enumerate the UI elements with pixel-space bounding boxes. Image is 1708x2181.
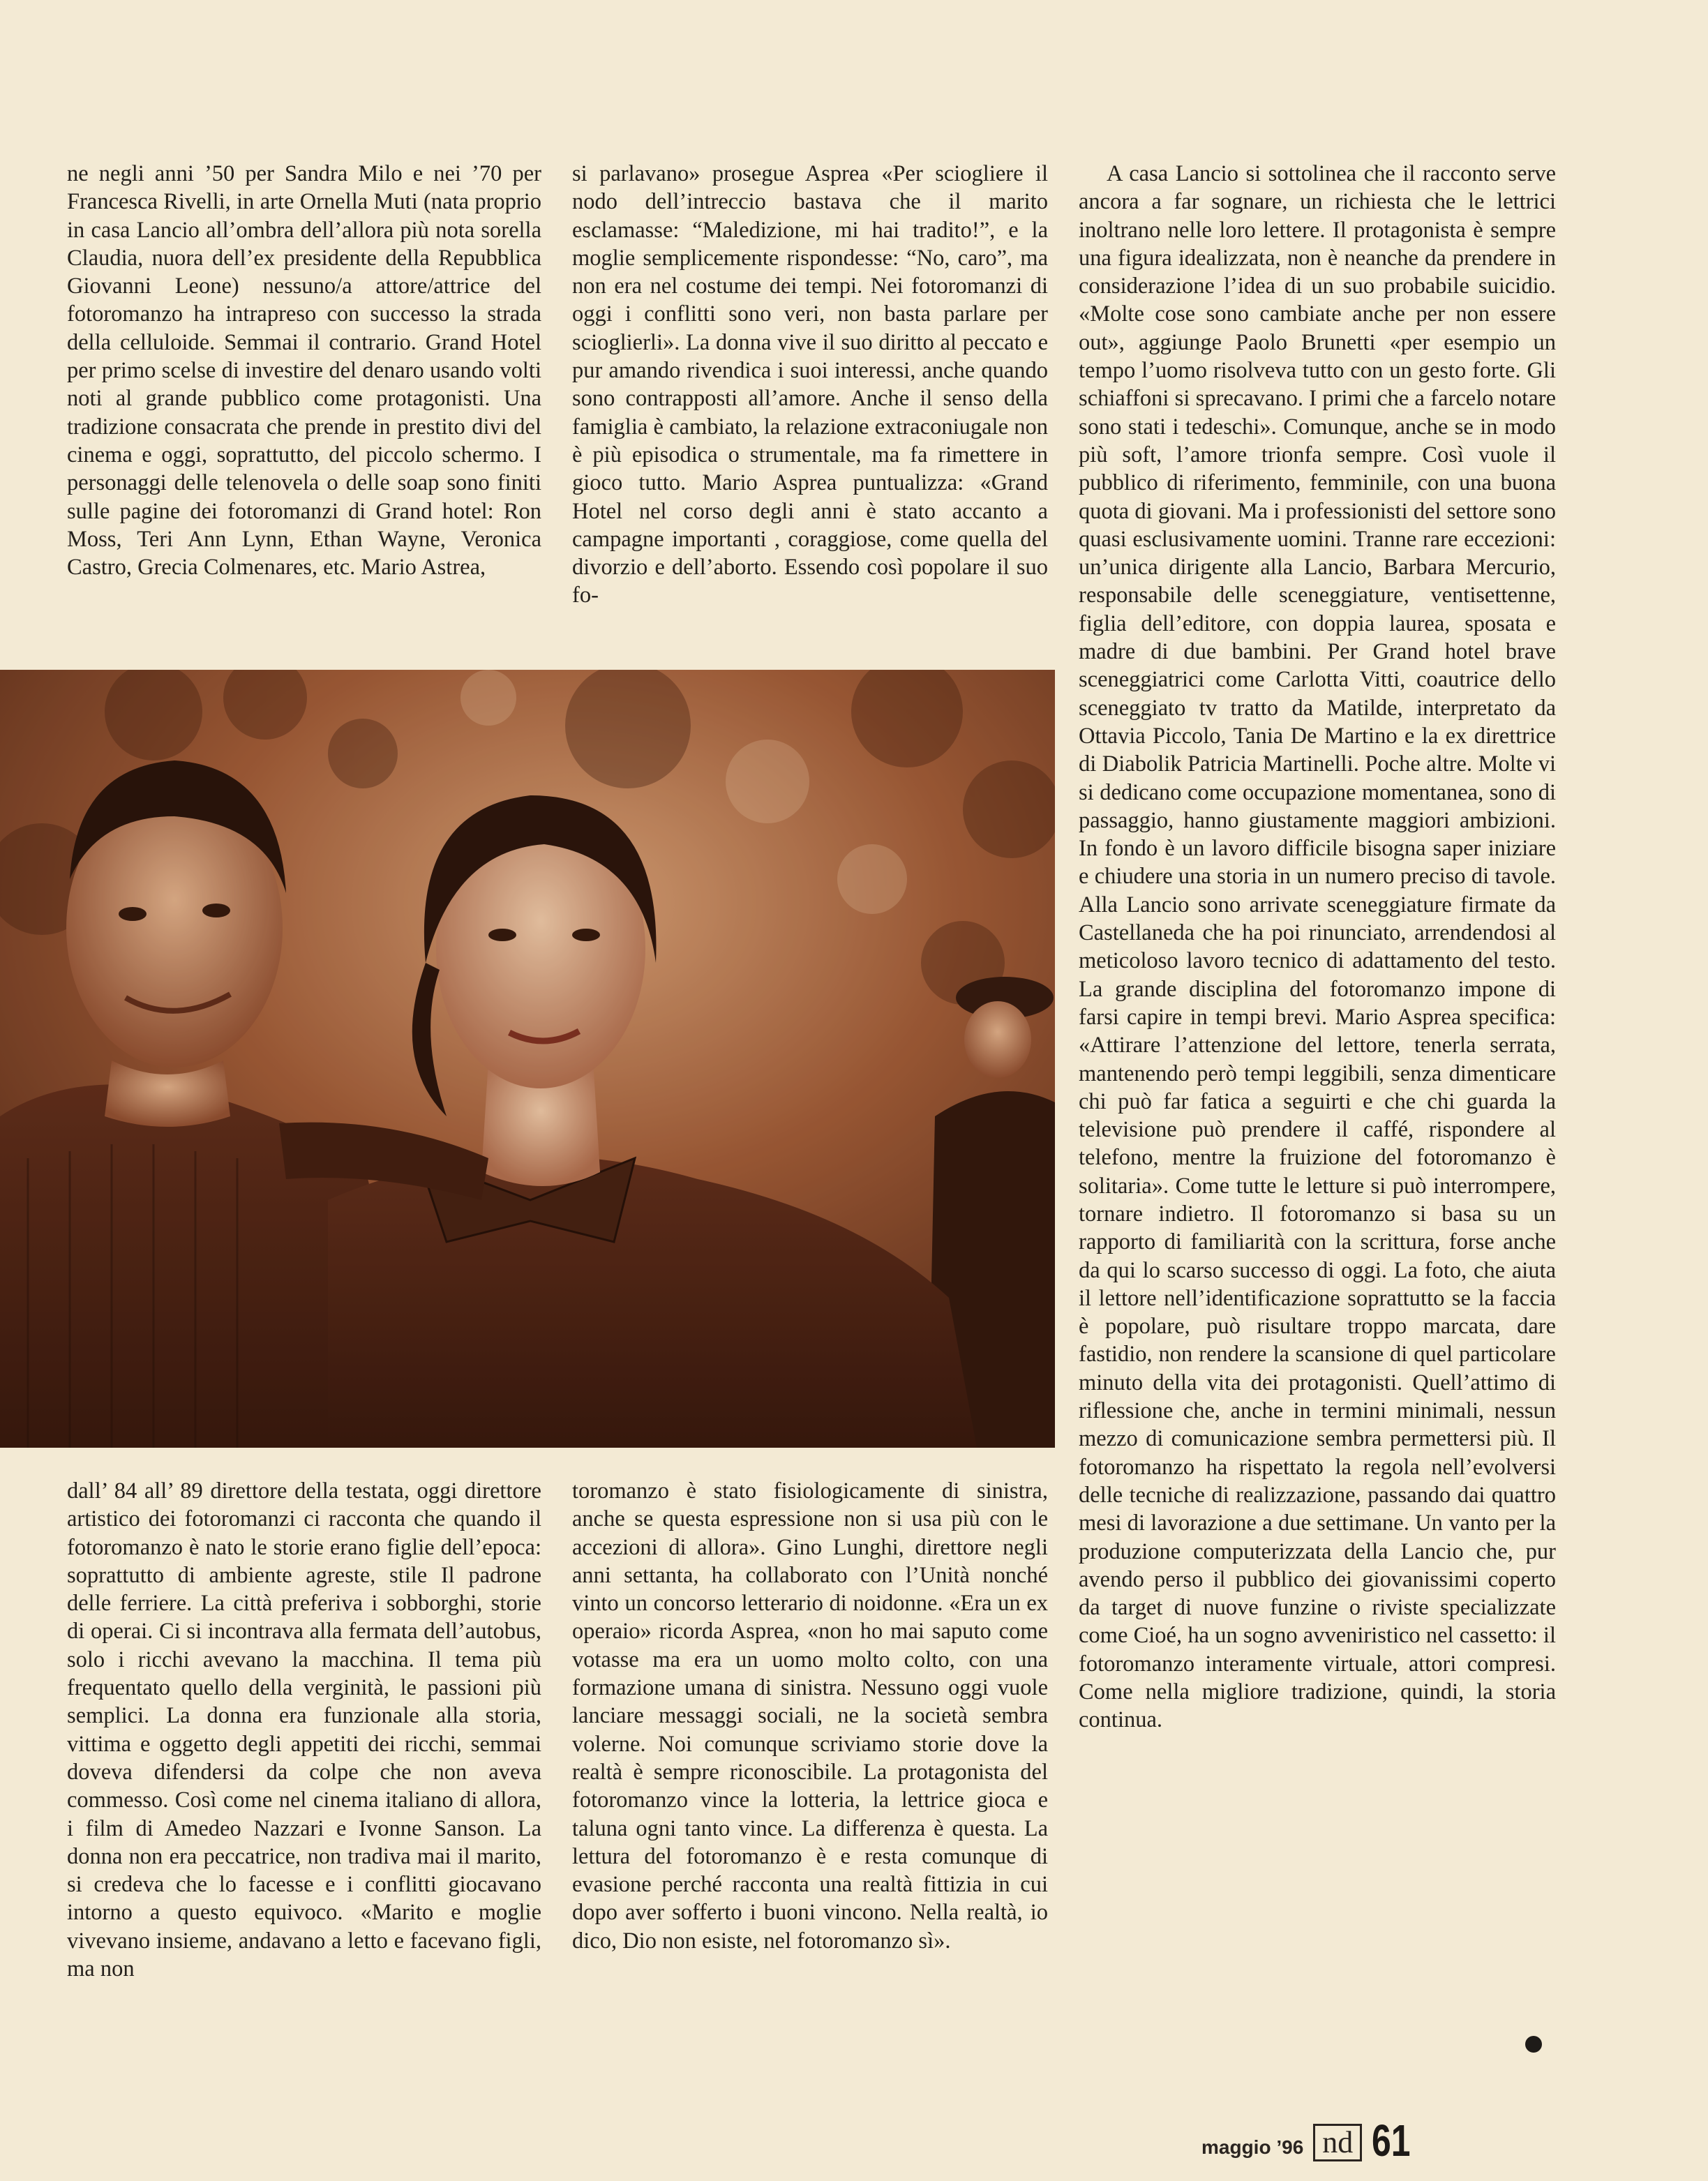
magazine-logo: nd xyxy=(1313,2124,1362,2161)
paragraph: toromanzo è stato fisiologicamente di sinistra, anche se questa espressione non si usa più con le accezioni di allora». Gino Lunghi, direttore negli anni settanta, ha collaborato con l’Unità nonché vinto un concorso letterario di noidonne. «Era un ex operaio» ricorda Asprea, «non ho mai saputo come votasse ma era un uomo molto colto, con una formazione umana di sinistra. Nessuno oggi vuole lanciare messaggi sociali, ne la società sembra volerne. Noi comunque scriviamo storie dove la realtà è sempre riconoscibile. La protagonista del fotoromanzo vince la lotteria, la lettrice gioca e taluna ogni tanto vince. La differenza è questa. La lettura del fotoromanzo è e resta comunque di evasione perché racconta una realtà fittizia in cui dopo aver sofferto i buoni vincono. Nella realtà, io dico, Dio non esiste, nel fotoromanzo sì». xyxy=(572,1478,1048,1954)
end-of-article-bullet-icon xyxy=(1525,2036,1542,2053)
paragraph: si parlavano» prosegue Asprea «Per sciogliere il nodo dell’intreccio bastava che il marito esclamasse: “Maledizione, mi hai tradito!”, e la moglie semplicemente rispondesse: “No, caro”, ma non era nel costume dei tempi. Nei fotoromanzi di oggi i conflitti sono veri, non basta parlare per scioglierli». La donna vive il suo diritto al peccato e pur amando rivendica i suoi interessi, anche quando sono contrapposti all’amore. Anche il senso della famiglia è cambiato, la relazione extraconiugale non è più episodica o strumentale, ma fa rimettere in gioco tutto. Mario Asprea puntualizza: «Grand Hotel nel corso degli anni è stato accanto a campagne importanti , coraggiose, come quella del divorzio e dell’aborto. Essendo così popolare il suo fo- xyxy=(572,161,1048,608)
film-still-photo xyxy=(0,670,1055,1448)
column-1-top xyxy=(67,160,541,669)
vintage-film-still-photo-icon xyxy=(0,670,1055,1448)
column-2-top xyxy=(572,160,1048,669)
issue-date: maggio ’96 xyxy=(1201,2136,1304,2158)
column-3 xyxy=(1079,160,1556,2040)
column-1-bottom xyxy=(67,1477,541,2042)
paragraph: A casa Lancio si sottolinea che il racconto serve ancora a far sognare, un richiesta che le lettrici inoltrano nelle loro lettere. Il protagonista è sempre una figura idealizzata, non è neanche da prendere in considerazione l’idea di un suo probabile suicidio. «Molte cose sono cambiate anche per non essere out», aggiunge Paolo Brunetti «per esempio un tempo l’uomo risolveva tutto con un gesto forte. Gli schiaffoni si sprecavano. I primi che a farcelo notare sono stati i tedeschi». Comunque, anche se in modo più soft, l’amore trionfa sempre. Così vuole il pubblico di riferimento, femminile, con una buona quota di giovani. Ma i professionisti del settore sono quasi esclusivamente uomini. Tranne rare eccezioni: un’unica dirigente alla Lancio, Barbara Mercurio, responsabile delle sceneggiature, ventisettenne, figlia dell’editore, con doppia laurea, sposata e madre di due bambini. Per Grand hotel brave sceneggiatrici come Carlotta Vitti, coautrice dello sceneggiato tv tratto da Matilde, interpretato da Ottavia Piccolo, Tania De Martino e la ex direttrice di Diabolik Patricia Martinelli. Poche altre. Molte vi si dedicano come occupazione momentanea, sono di passaggio, hanno giustamente maggiori ambizioni. In fondo è un lavoro difficile bisogna saper iniziare e chiudere una storia in un numero preciso di tavole. Alla Lancio sono arrivate sceneggiature firmate da Castellaneda che ha poi rinunciato, arrendendosi al meticoloso lavoro tecnico di adattamento del testo. La grande disciplina del fotoromanzo impone di farsi capire in tempi brevi. Mario Asprea specifica: «Attirare l’attenzione del lettore, tenerla serrata, mantenendo però tempi leggibili, senza dimenticare chi può far fatica a seguirti e che chi guarda la televisione può prendere il caffé, rispondere al telefono, mentre la fruizione del fotoromanzo è solitaria». Come tutte le letture si può interrompere, tornare indietro. Il fotoromanzo si basa su un rapporto di familiarità con la scrittura, forse anche da qui lo scarso successo di oggi. La foto, che aiuta il lettore nell’identificazione soprattutto se la faccia è popolare, può risultare troppo marcata, dare fastidio, non rendere la scansione di quel particolare minuto della vita dei protagonisti. Quell’attimo di riflessione che, anche in termini minimali, nessun mezzo di comunicazione sembra permettersi più. Il fotoromanzo ha rispettato la regola nell’evolversi delle tecniche di realizzazione, passando dai quattro mesi di lavorazione a due settimane. Un vanto per la produzione computerizzata della Lancio che, pur avendo perso il pubblico dei giovanissimi coperto da target di nuove funzine o riviste specializzate come Cioé, ha un sogno avveniristico nel cassetto: il fotoromanzo interamente virtuale, attori compresi. Come nella migliore tradizione, quindi, la storia continua. xyxy=(1079,161,1556,1733)
column-2-bottom xyxy=(572,1477,1048,2042)
paragraph: dall’ 84 all’ 89 direttore della testata, oggi direttore artistico dei fotoromanzi ci racconta che quando il fotoromanzo è nato le storie erano figlie dell’epoca: soprattutto di ambiente agreste, stile Il padrone delle ferriere. La città preferiva i sobborghi, storie di operai. Ci si incontrava alla fermata dell’autobus, solo i ricchi avevano la macchina. Il tema più frequentato quello della verginità, le passioni più semplici. La donna era funzionale alla storia, vittima e oggetto degli appetiti dei ricchi, semmai doveva difendersi da colpe che non aveva commesso. Così come nel cinema italiano di allora, i film di Amedeo Nazzari e Ivonne Sanson. La donna non era peccatrice, non tradiva mai il marito, si credeva che lo facesse e i conflitti giocavano intorno a questo equivoco. «Marito e moglie vivevano insieme, andavano a letto e facevano figli, ma non xyxy=(67,1478,541,1982)
page-footer xyxy=(1201,2114,1421,2166)
paragraph: ne negli anni ’50 per Sandra Milo e nei ’70 per Francesca Rivelli, in arte Ornella Muti (nata proprio in casa Lancio all’ombra dell’allora più nota sorella Claudia, nuora dell’ex presidente della Repubblica Giovanni Leone) nessuno/a attore/attrice del fotoromanzo ha intrapreso con successo la strada della celluloide. Semmai il contrario. Grand Hotel per primo scelse di investire del denaro usando volti noti al grande pubblico come protagonisti. Una tradizione consacrata che prende in prestito divi del cinema e oggi, soprattutto, del piccolo schermo. I personaggi delle telenovela o delle soap sono finiti sulle pagine dei fotoromanzi di Grand hotel: Ron Moss, Teri Ann Lynn, Ethan Wayne, Veronica Castro, Grecia Colmenares, etc. Mario Astrea, xyxy=(67,161,541,580)
page-number: 61 xyxy=(1372,2115,1411,2166)
